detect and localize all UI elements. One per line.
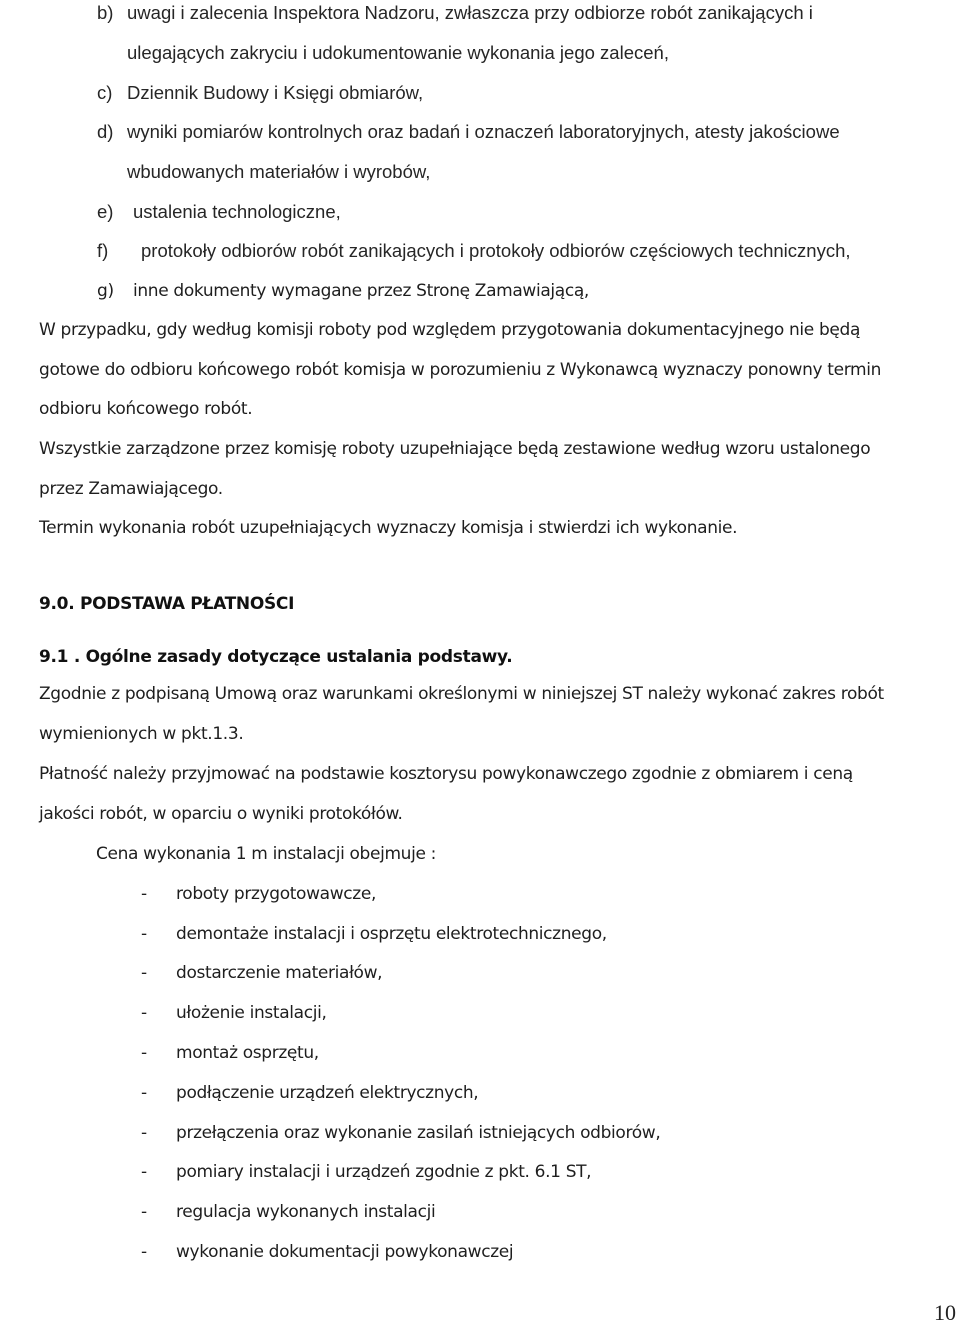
dash-marker: -: [141, 1242, 147, 1262]
paragraph-line: Wszystkie zarządzone przez komisję roboty uzupełniające będą zestawione według wzoru ustalonego: [39, 439, 871, 459]
dash-marker: -: [141, 1202, 147, 1222]
paragraph-line: przez Zamawiającego.: [39, 479, 223, 499]
paragraph-line: Zgodnie z podpisaną Umową oraz warunkami określonymi w niniejszej ST należy wykonać zakres robót: [39, 684, 884, 704]
paragraph-line: odbioru końcowego robót.: [39, 399, 253, 419]
list-marker: c): [97, 82, 113, 103]
dash-marker: -: [141, 1123, 147, 1143]
dash-item-text: regulacja wykonanych instalacji: [176, 1202, 436, 1222]
list-item-text: protokoły odbiorów robót zanikających i protokoły odbiorów częściowych technicznych,: [141, 240, 851, 261]
dash-item-text: wykonanie dokumentacji powykonawczej: [176, 1242, 514, 1262]
list-item-text: wyniki pomiarów kontrolnych oraz badań i oznaczeń laboratoryjnych, atesty jakościowe: [127, 121, 840, 142]
dash-item-text: przełączenia oraz wykonanie zasilań istniejących odbiorów,: [176, 1123, 661, 1143]
list-item-text: Dziennik Budowy i Księgi obmiarów,: [127, 82, 424, 103]
dash-item-text: roboty przygotowawcze,: [176, 884, 377, 904]
dash-marker: -: [141, 1083, 147, 1103]
paragraph-line: Termin wykonania robót uzupełniających wyznaczy komisja i stwierdzi ich wykonanie.: [39, 518, 738, 538]
dash-item-text: ułożenie instalacji,: [176, 1003, 327, 1023]
list-marker: b): [97, 2, 114, 23]
dash-item-text: dostarczenie materiałów,: [176, 963, 383, 983]
paragraph-line: jakości robót, w oparciu o wyniki protokółów.: [39, 804, 403, 824]
list-marker: f): [97, 240, 109, 261]
dash-item-text: demontaże instalacji i osprzętu elektrotechnicznego,: [176, 924, 607, 944]
list-marker: e): [97, 201, 114, 222]
paragraph-line: Płatność należy przyjmować na podstawie kosztorysu powykonawczego zgodnie z obmiarem i ceną: [39, 764, 853, 784]
list-marker: g): [97, 281, 114, 301]
list-item-text: inne dokumenty wymagane przez Stronę Zamawiającą,: [133, 281, 589, 301]
list-marker: d): [97, 121, 114, 142]
paragraph-line: gotowe do odbioru końcowego robót komisja w porozumieniu z Wykonawcą wyznaczy ponowny termin: [39, 360, 882, 380]
page-number: 10: [934, 1300, 956, 1325]
dash-marker: -: [141, 963, 147, 983]
dash-marker: -: [141, 1162, 147, 1182]
list-item-text: ustalenia technologiczne,: [133, 201, 341, 222]
dash-marker: -: [141, 1043, 147, 1063]
list-item-text-continued: wbudowanych materiałów i wyrobów,: [127, 161, 431, 182]
price-intro: Cena wykonania 1 m instalacji obejmuje :: [96, 844, 437, 864]
paragraph-line: wymienionych w pkt.1.3.: [39, 724, 244, 744]
subsection-heading: 9.1 . Ogólne zasady dotyczące ustalania podstawy.: [39, 647, 513, 667]
dash-item-text: pomiary instalacji i urządzeń zgodnie z pkt. 6.1 ST,: [176, 1162, 592, 1182]
paragraph-line: W przypadku, gdy według komisji roboty pod względem przygotowania dokumentacyjnego nie będą: [39, 320, 861, 340]
dash-marker: -: [141, 924, 147, 944]
dash-marker: -: [141, 1003, 147, 1023]
dash-item-text: montaż osprzętu,: [176, 1043, 319, 1063]
list-item-text-continued: ulegających zakryciu i udokumentowanie wykonania jego zaleceń,: [127, 42, 669, 63]
dash-item-text: podłączenie urządzeń elektrycznych,: [176, 1083, 479, 1103]
dash-marker: -: [141, 884, 147, 904]
section-heading: 9.0. PODSTAWA PŁATNOŚCI: [39, 594, 295, 614]
list-item-text: uwagi i zalecenia Inspektora Nadzoru, zwłaszcza przy odbiorze robót zanikających i: [127, 2, 813, 23]
